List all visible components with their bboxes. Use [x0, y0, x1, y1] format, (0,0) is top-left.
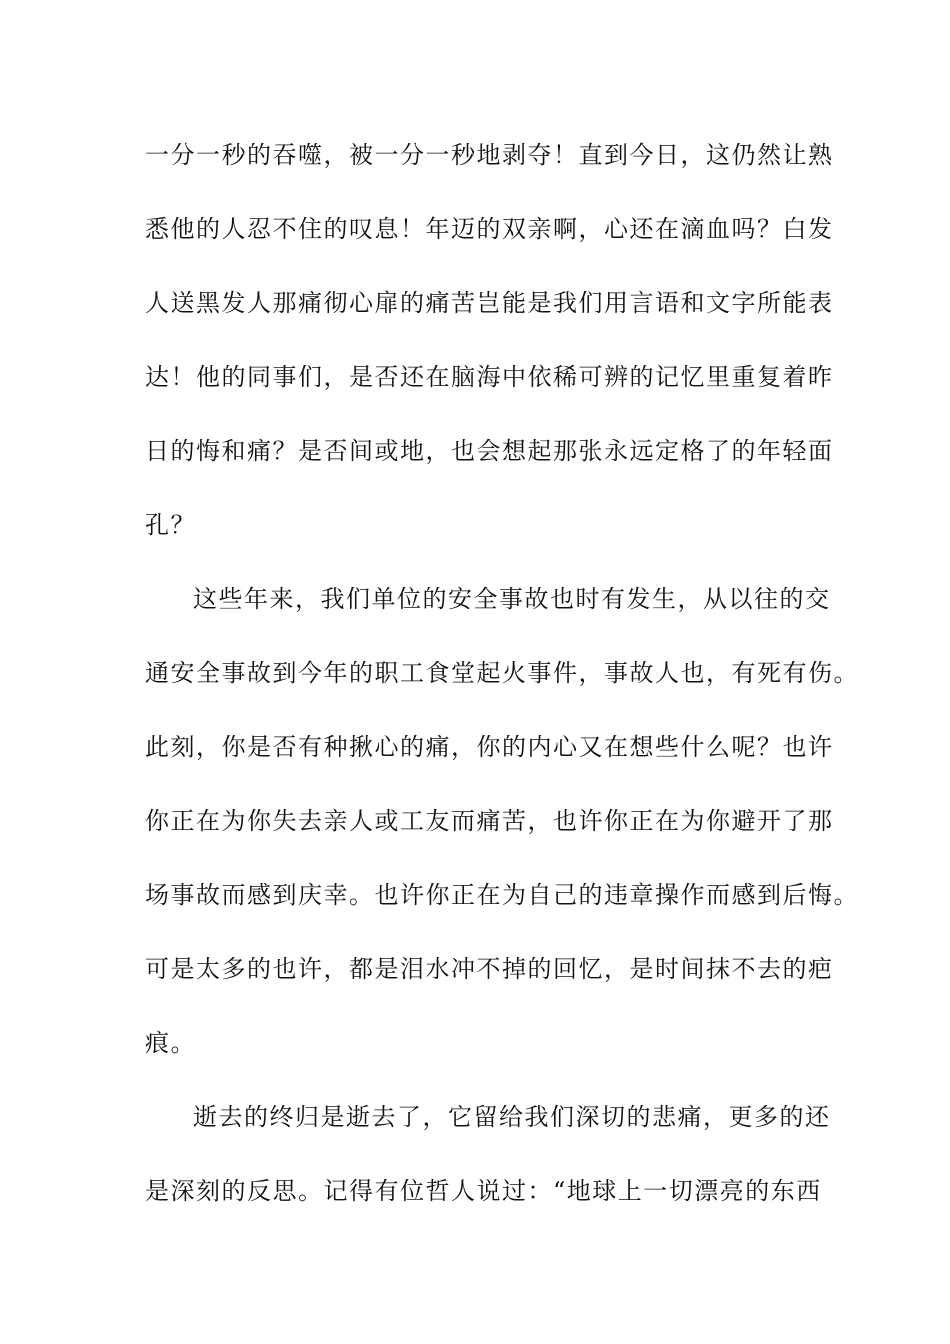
text-line: 场事故而感到庆幸。也许你正在为自己的违章操作而感到后悔。	[145, 881, 859, 909]
text-line: 人送黑发人那痛彻心扉的痛苦岂能是我们用言语和文字所能表	[145, 289, 834, 317]
text-line: 你正在为你失去亲人或工友而痛苦，也许你正在为你避开了那	[145, 807, 834, 835]
text-line: 可是太多的也许，都是泪水冲不掉的回忆，是时间抹不去的疤	[145, 955, 834, 983]
text-line: 日的悔和痛？是否间或地，也会想起那张永远定格了的年轻面	[145, 437, 834, 465]
paragraph-first-line: 逝去的终归是逝去了，它留给我们深切的悲痛，更多的还	[193, 1103, 831, 1131]
text-line: 达！他的同事们，是否还在脑海中依稀可辨的记忆里重复着昨	[145, 363, 834, 391]
document-body	[145, 118, 859, 1228]
text-line: 是深刻的反思。记得有位哲人说过：“地球上一切漂亮的东西	[145, 1177, 822, 1205]
text-line: 一分一秒的吞噬，被一分一秒地剥夺！直到今日，这仍然让熟	[145, 141, 834, 169]
paragraph-first-line: 这些年来，我们单位的安全事故也时有发生，从以往的交	[193, 585, 831, 613]
text-line: 此刻，你是否有种揪心的痛，你的内心又在想些什么呢？也许	[145, 733, 834, 761]
text-line: 悉他的人忍不住的叹息！年迈的双亲啊，心还在滴血吗？白发	[145, 215, 834, 243]
text-line: 通安全事故到今年的职工食堂起火事件，事故人也，有死有伤。	[145, 659, 859, 687]
text-line: 痕。	[145, 1029, 196, 1057]
text-line: 孔？	[145, 511, 196, 539]
